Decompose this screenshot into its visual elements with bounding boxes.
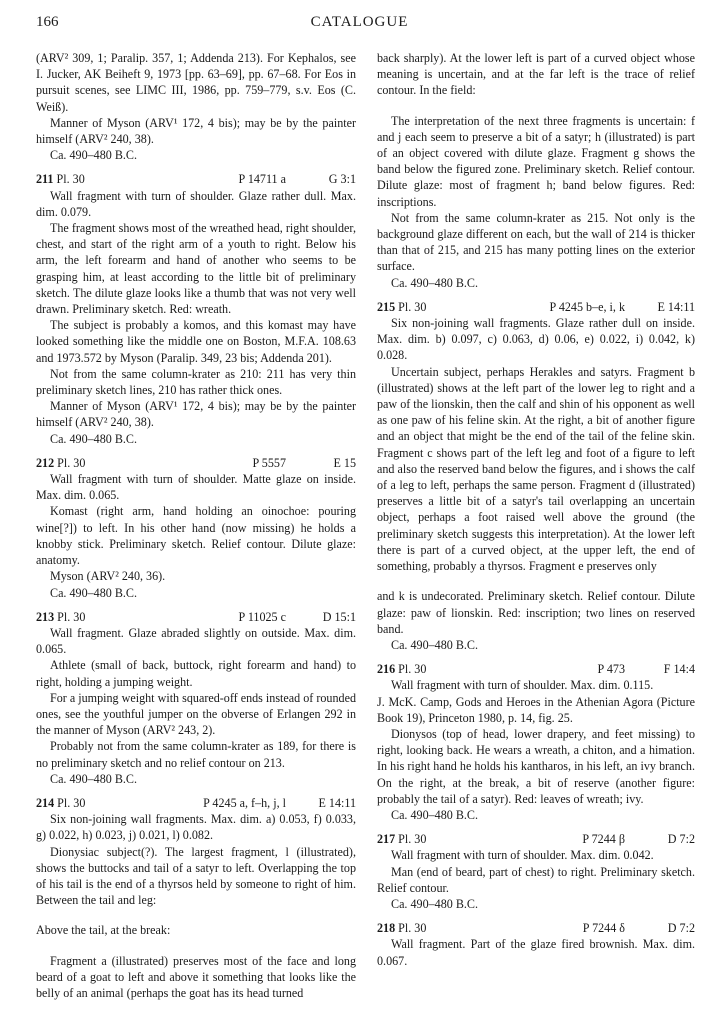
paragraph: Man (end of beard, part of chest) to right. Preliminary sketch. Relief contour. xyxy=(377,864,695,895)
paragraph: Wall fragment with turn of shoulder. Max. dim. 0.115. xyxy=(391,678,654,693)
left-column xyxy=(36,50,356,1001)
entry-number-plate xyxy=(377,920,583,936)
entry-number-plate xyxy=(377,831,582,847)
entry-number-plate xyxy=(377,661,598,677)
plate-ref: Pl. 30 xyxy=(57,609,86,624)
inventory-number: P 4245 b–e, i, k xyxy=(549,299,625,314)
paragraph: Six non-joining wall fragments. Glaze rather dull on inside. Max. dim. b) 0.097, c) 0.063, d) 0.06, e) 0.022, i) 0.042, k) 0.028. xyxy=(377,316,695,363)
paragraph: Wall fragment with turn of shoulder. Max. dim. 0.042. xyxy=(391,848,654,863)
spacer xyxy=(377,574,695,588)
deposit-location: G 3:1 xyxy=(328,172,356,187)
deposit-location: F 14:4 xyxy=(663,662,695,677)
paragraph: The subject is probably a komos, and this komast may have looked something like the middle one on Boston, M.F.A. 108.63 and 1973.572 by Myson (Paralip. 349, 23 bis; Addenda 201). xyxy=(36,318,356,365)
date-line: Ca. 490–480 B.C. xyxy=(391,275,479,290)
spacer xyxy=(36,447,356,455)
entry-number-plate xyxy=(36,455,253,471)
entry-heading xyxy=(377,831,695,847)
deposit-location: D 15:1 xyxy=(322,609,356,624)
spacer xyxy=(36,163,356,171)
paragraph: Komast (right arm, hand holding an oinochoe: pouring wine[?]) to left. In his other hand (now missing) he holds a knobby stick. Preliminary sketch. Relief contour. Dilute glaze: anatomy. xyxy=(36,504,356,568)
date-line: Ca. 490–480 B.C. xyxy=(50,431,138,446)
entry-number: 218 xyxy=(377,921,396,936)
paragraph: Wall fragment with turn of shoulder. Glaze rather dull. Max. dim. 0.079. xyxy=(36,188,356,219)
spacer xyxy=(36,601,356,609)
paragraph: For a jumping weight with squared-off ends instead of rounded ones, see the youthful jumper on the obverse of Erlangen 292 in the manner of Myson (ARV² 243, 2). xyxy=(36,690,356,738)
entry-number: 211 xyxy=(36,172,54,187)
date-line: Ca. 490–480 B.C. xyxy=(391,637,479,652)
spacer xyxy=(36,939,356,953)
running-head: CATALOGUE xyxy=(310,14,409,30)
entry-number: 215 xyxy=(377,299,396,314)
plate-ref: Pl. 30 xyxy=(398,921,427,936)
spacer xyxy=(36,908,356,922)
deposit-location: E 14:11 xyxy=(657,299,695,314)
plate-ref: Pl. 30 xyxy=(398,662,427,677)
spacer xyxy=(377,291,695,299)
spacer xyxy=(36,787,356,795)
spacer xyxy=(377,823,695,831)
entry-number-plate xyxy=(36,795,203,811)
paragraph: and k is undecorated. Preliminary sketch. Relief contour. Dilute glaze: paw of lionskin. Red: inscription; two lines on reserved band. xyxy=(377,589,695,636)
paragraph: Not from the same column-krater as 215. Not only is the background glaze different on each, but the wall of 214 is thicker than that of 215, and 215 has many potting lines on the exterior surface. xyxy=(377,210,695,274)
plate-ref: Pl. 30 xyxy=(56,172,85,187)
date-line: Ca. 490–480 B.C. xyxy=(50,771,138,786)
entry-heading xyxy=(377,661,695,677)
entry-number-plate xyxy=(377,299,550,315)
plate-ref: Pl. 30 xyxy=(398,832,427,847)
paragraph: J. McK. Camp, Gods and Heroes in the Athenian Agora (Picture Book 19), Princeton 1980, p. 14, fig. 25. xyxy=(377,694,695,725)
paragraph: Above the tail, at the break: xyxy=(36,923,171,938)
deposit-location: D 7:2 xyxy=(667,921,695,936)
plate-ref: Pl. 30 xyxy=(57,795,86,810)
date-line: Ca. 490–480 B.C. xyxy=(50,148,138,163)
paragraph: Manner of Myson (ARV¹ 172, 4 bis); may be by the painter himself (ARV² 240, 38). xyxy=(36,115,356,147)
entry-heading xyxy=(377,299,695,315)
plate-ref: Pl. 30 xyxy=(57,455,86,470)
page-number: 166 xyxy=(36,14,59,30)
plate-ref: Pl. 30 xyxy=(398,299,427,314)
entry-heading xyxy=(36,609,356,625)
paragraph: Dionysos (top of head, lower drapery, and feet missing) to right, looking back. He wears a wreath, a chiton, and a himation. In his right hand he holds his kantharos, in his left, an ivy branch. On the right, at the break, a bit of reserve (another figure: probably the tail of a satyr). Red: leaves of wreath; ivy. xyxy=(377,726,695,806)
entry-heading xyxy=(36,455,356,471)
inventory-number: P 5557 xyxy=(252,455,286,470)
paragraph: The fragment shows most of the wreathed head, right shoulder, chest, and start of the right arm of a youth to right. Below his arm, the left forearm and hand of another who seems to be grasping him, at least according to the little bit of preliminary sketch. The dilute glaze looks like a thumb that was not very well drawn. Preliminary sketch. Red: wreath. xyxy=(36,221,356,317)
spacer xyxy=(377,653,695,661)
paragraph: Not from the same column-krater as 210: 211 has very thin preliminary sketch lines, 210 has rather thick ones. xyxy=(36,366,356,398)
inventory-number: P 7244 β xyxy=(582,832,625,847)
paragraph: Fragment a (illustrated) preserves most of the face and long beard of a goat to left and above it something that looks like the belly of an animal (perhaps the goat has its head turned xyxy=(36,953,356,1000)
entry-heading xyxy=(36,171,356,187)
paragraph: Six non-joining wall fragments. Max. dim. a) 0.053, f) 0.033, g) 0.022, h) 0.023, j) 0.021, l) 0.082. xyxy=(36,812,356,843)
entry-number: 212 xyxy=(36,455,55,470)
entry-number-plate xyxy=(36,609,239,625)
date-line: Ca. 490–480 B.C. xyxy=(391,896,479,911)
right-column xyxy=(377,50,695,969)
deposit-location: D 7:2 xyxy=(667,832,695,847)
date-line: Ca. 490–480 B.C. xyxy=(50,585,138,600)
paragraph: Myson (ARV² 240, 36). xyxy=(50,569,166,584)
paragraph: Athlete (small of back, buttock, right forearm and hand) to right, holding a jumping weight. xyxy=(36,658,356,689)
inventory-number: P 7244 δ xyxy=(582,921,625,936)
inventory-number: P 14711 a xyxy=(238,172,286,187)
entry-heading xyxy=(36,795,356,811)
page-header xyxy=(36,14,683,36)
paragraph: Wall fragment. Glaze abraded slightly on outside. Max. dim. 0.065. xyxy=(36,625,356,657)
inventory-number: P 473 xyxy=(597,662,625,677)
paragraph: Dionysiac subject(?). The largest fragment, l (illustrated), shows the buttocks and tail of a satyr to left. Overlapping the top of his tail is the end of a thyrsos held by someone to right of him. Between the tail and leg: xyxy=(36,844,356,908)
paragraph: back sharply). At the lower left is part of a curved object whose meaning is uncertain, and at the far left is the trace of relief contour. In the field: xyxy=(377,51,695,98)
inventory-number: P 11025 c xyxy=(238,609,286,624)
deposit-location: E 14:11 xyxy=(318,795,356,810)
paragraph: Probably not from the same column-krater as 189, for there is no preliminary sketch and no relief contour on 213. xyxy=(36,739,356,770)
spacer xyxy=(377,912,695,920)
entry-heading xyxy=(377,920,695,936)
deposit-location: E 15 xyxy=(333,455,356,470)
entry-number-plate xyxy=(36,171,239,187)
inventory-number: P 4245 a, f–h, j, l xyxy=(203,795,286,810)
entry-number: 217 xyxy=(377,832,396,847)
entry-number: 216 xyxy=(377,662,396,677)
paragraph: Wall fragment with turn of shoulder. Matte glaze on inside. Max. dim. 0.065. xyxy=(36,472,356,503)
paragraph: The interpretation of the next three fragments is uncertain: f and j each seem to preserve a bit of a satyr; h (illustrated) is part of an object covered with dilute glaze. Fragment g shows the band below the figured zone. Preliminary sketch. Relief contour. Dilute glaze: most of fragment h; band below figures. Red: inscriptions. xyxy=(377,113,695,209)
entry-number: 214 xyxy=(36,795,55,810)
spacer xyxy=(377,99,695,113)
date-line: Ca. 490–480 B.C. xyxy=(391,807,479,822)
paragraph: Uncertain subject, perhaps Herakles and satyrs. Fragment b (illustrated) shows at the left part of the lower leg to right and a paw of the lionskin, then the calf and shin of his opponent as well as one paw of his feline skin. At the right, a bit of another figure and an object that might be the end of the tail of the feline skin. Fragment c shows part of the left leg and foot of a figure to left and also the reserved band below the figures, and i shows the calf of a leg to left, perhaps the same person. Fragment d (illustrated) preserves a little bit of a satyr's tail overlapping an uncertain object, perhaps a foot raised well above the ground (the preliminary sketch suggests this interpretation). At the lower left there is part of a curved object, at the upper left, the end of something, probably a thyrsos. Fragment e preserves only xyxy=(377,364,695,574)
entry-number: 213 xyxy=(36,609,55,624)
paragraph: Manner of Myson (ARV¹ 172, 4 bis); may be by the painter himself (ARV² 240, 38). xyxy=(36,399,356,430)
paragraph: (ARV² 309, 1; Paralip. 357, 1; Addenda 213). For Kephalos, see I. Jucker, AK Beiheft 9, 1973 [pp. 63–69], pp. 67–68. For Eos in pursuit scenes, see LIMC III, 1986, pp. 759–779, s.v. Eos (C. Weiß). xyxy=(36,51,356,114)
paragraph: Wall fragment. Part of the glaze fired brownish. Max. dim. 0.067. xyxy=(377,937,695,968)
